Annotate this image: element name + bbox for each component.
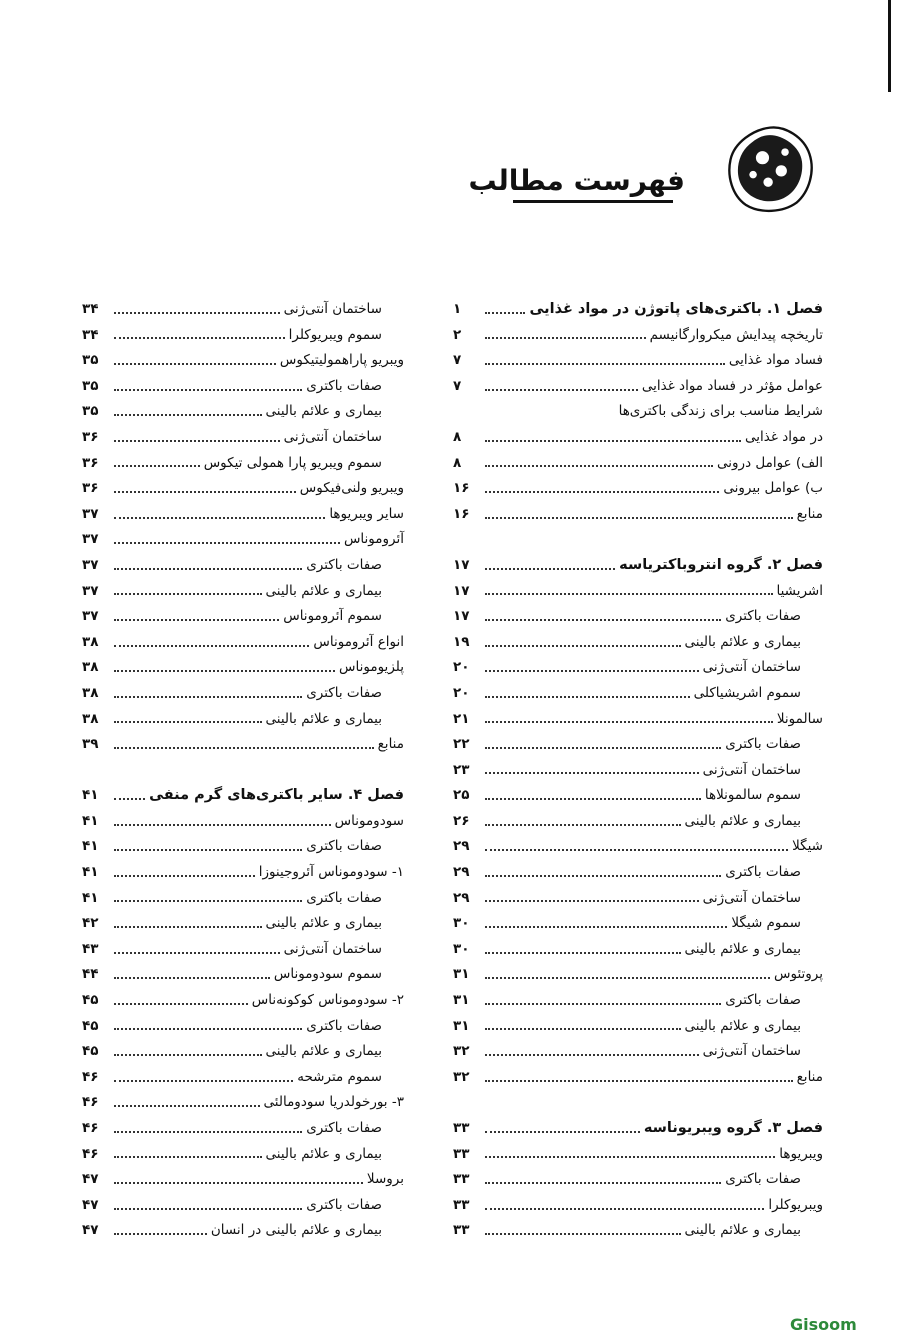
- toc-entry: [453, 476, 823, 502]
- toc-leader-dots: [114, 1054, 262, 1056]
- toc-leader-dots: [485, 465, 713, 467]
- toc-leader-dots: [485, 568, 615, 570]
- toc-spacer: [453, 1090, 823, 1116]
- toc-page-number: ۱۹: [453, 633, 470, 650]
- toc-entry: [82, 604, 404, 630]
- toc-leader-dots: [114, 465, 200, 467]
- toc-entry: [82, 1142, 404, 1168]
- toc-leader-dots: [114, 568, 302, 570]
- toc-entry-title: شرایط مناسب برای زندگی باکتری‌ها: [618, 403, 823, 420]
- toc-page-number: ۴۷: [82, 1222, 99, 1239]
- toc-leader-dots: [114, 337, 285, 339]
- toc-leader-dots: [485, 491, 719, 493]
- toc-page-number: ۲۳: [453, 761, 470, 778]
- toc-entry-title: سموم ویبریو پارا همولی تیکوس: [203, 454, 382, 471]
- toc-leader-dots: [114, 875, 255, 877]
- toc-page-number: ۳۲: [453, 1043, 470, 1060]
- toc-entry: [453, 681, 823, 707]
- toc-leader-dots: [485, 1208, 764, 1210]
- toc-entry: [453, 707, 823, 733]
- toc-entry-title: اشریشیا: [776, 582, 823, 599]
- toc-entry-title: منابع: [377, 736, 404, 753]
- toc-entry-title: بیماری و علائم بالینی: [265, 403, 382, 420]
- toc-column-left: [82, 297, 404, 1244]
- toc-leader-dots: [114, 670, 335, 672]
- toc-entry-title: ۳- بورخولدریا سودومالئی: [263, 1094, 404, 1111]
- toc-leader-dots: [114, 542, 340, 544]
- toc-leader-dots: [114, 440, 280, 442]
- toc-entry-title: ۱- سودوموناس آئروجینوزا: [258, 864, 404, 881]
- toc-entry-title: صفات باکتری: [306, 1017, 382, 1034]
- toc-entry: [82, 1193, 404, 1219]
- toc-entry-title: صفات باکتری: [725, 608, 801, 625]
- toc-entry-title: بیماری و علائم بالینی: [265, 1145, 382, 1162]
- toc-entry-title: سالمونلا: [776, 710, 823, 727]
- toc-leader-dots: [485, 1003, 721, 1005]
- toc-leader-dots: [114, 1131, 302, 1133]
- toc-leader-dots: [485, 696, 690, 698]
- toc-entry-title: سموم ویبریوکلرا: [288, 326, 382, 343]
- toc-page-number: ۴۶: [82, 1094, 99, 1111]
- gisoom-logo: Gisoom: [790, 1315, 857, 1334]
- toc-entry-title: صفات باکتری: [725, 992, 801, 1009]
- toc-entry-title: ب) عوامل بیرونی: [723, 480, 823, 497]
- toc-entry: [453, 1193, 823, 1219]
- toc-entry-title: ساختمان آنتی‌ژنی: [702, 889, 801, 906]
- toc-entry-title: صفات باکتری: [306, 377, 382, 394]
- page-edge-line: [888, 0, 891, 92]
- toc-entry: [453, 323, 823, 349]
- toc-entry: [82, 348, 404, 374]
- toc-entry: [453, 374, 823, 400]
- toc-leader-dots: [485, 1131, 640, 1133]
- toc-entry: [453, 732, 823, 758]
- toc-page-number: ۴۷: [82, 1196, 99, 1213]
- toc-page-number: ۴۵: [82, 1017, 99, 1034]
- toc-leader-dots: [485, 721, 773, 723]
- toc-leader-dots: [485, 389, 638, 391]
- toc-entry-title: ویبریو پاراهمولیتیکوس: [279, 352, 404, 369]
- toc-page-number: ۲۰: [453, 684, 470, 701]
- bacteria-emblem-icon: [723, 122, 817, 216]
- toc-entry: [453, 962, 823, 988]
- toc-entry-title: صفات باکتری: [306, 1196, 382, 1213]
- toc-page-number: ۴۱: [82, 864, 99, 881]
- toc-leader-dots: [485, 952, 681, 954]
- toc-entry: [82, 732, 404, 758]
- toc-page-number: ۳۸: [82, 684, 99, 701]
- toc-page-number: ۳۶: [82, 480, 99, 497]
- toc-entry-title: فصل ۳. گروه ویبریوناسه: [643, 1120, 823, 1136]
- toc-entry: [453, 348, 823, 374]
- toc-entry: [82, 834, 404, 860]
- toc-entry: [82, 1014, 404, 1040]
- toc-page-number: ۴۴: [82, 966, 99, 983]
- toc-page-number: ۳۸: [82, 633, 99, 650]
- toc-leader-dots: [114, 952, 280, 954]
- toc-entry: [82, 1116, 404, 1142]
- toc-entry-title: صفات باکتری: [725, 736, 801, 753]
- toc-page-number: ۳۷: [82, 556, 99, 573]
- toc-entry-title: فصل ۱. باکتری‌های پاتوژن در مواد غذایی: [529, 301, 823, 317]
- toc-page-number: ۳۸: [82, 710, 99, 727]
- toc-spacer: [453, 527, 823, 553]
- toc-leader-dots: [114, 1233, 207, 1235]
- toc-leader-dots: [114, 926, 262, 928]
- toc-leader-dots: [114, 389, 302, 391]
- toc-page-number: ۳۶: [82, 454, 99, 471]
- toc-entry: [453, 758, 823, 784]
- toc-leader-dots: [114, 1105, 260, 1107]
- toc-spacer: [82, 758, 404, 784]
- toc-page-number: ۷: [453, 377, 462, 394]
- toc-entry-title: ساختمان آنتی‌ژنی: [702, 761, 801, 778]
- toc-page-number: ۳۵: [82, 403, 99, 420]
- toc-page-number: ۳۷: [82, 582, 99, 599]
- toc-page-number: ۱۷: [453, 608, 470, 625]
- toc-leader-dots: [114, 798, 145, 800]
- toc-leader-dots: [114, 696, 302, 698]
- toc-entry: [453, 860, 823, 886]
- toc-entry: [82, 553, 404, 579]
- toc-page-number: ۴۵: [82, 1043, 99, 1060]
- toc-entry: [82, 374, 404, 400]
- toc-page-number: ۴۶: [82, 1145, 99, 1162]
- toc-page-number: ۸: [453, 428, 462, 445]
- toc-entry: [82, 1167, 404, 1193]
- toc-entry: [82, 425, 404, 451]
- toc-entry: [453, 451, 823, 477]
- toc-entry-title: صفات باکتری: [306, 556, 382, 573]
- toc-page-number: ۴۷: [82, 1171, 99, 1188]
- toc-entry: [453, 579, 823, 605]
- toc-entry-title: بیماری و علائم بالینی: [684, 633, 801, 650]
- toc-page-number: ۲۶: [453, 812, 470, 829]
- toc-leader-dots: [114, 1156, 262, 1158]
- toc-entry: [82, 1039, 404, 1065]
- toc-leader-dots: [485, 670, 699, 672]
- toc-page-number: ۸: [453, 454, 462, 471]
- toc-leader-dots: [485, 1054, 699, 1056]
- toc-entry: [82, 527, 404, 553]
- toc-leader-dots: [114, 645, 309, 647]
- toc-entry: [453, 399, 823, 425]
- toc-page-number: ۳۷: [82, 531, 99, 548]
- toc-entry: [453, 988, 823, 1014]
- toc-entry-title: ساختمان آنتی‌ژنی: [702, 659, 801, 676]
- toc-page-number: ۴۶: [82, 1120, 99, 1136]
- toc-leader-dots: [485, 875, 721, 877]
- toc-leader-dots: [114, 593, 262, 595]
- toc-page-number: ۲: [453, 326, 462, 343]
- toc-page-number: ۱۶: [453, 505, 470, 522]
- toc-page-number: ۳۳: [453, 1196, 470, 1213]
- toc-leader-dots: [485, 593, 773, 595]
- toc-entry: [453, 425, 823, 451]
- toc-entry: [453, 1014, 823, 1040]
- toc-entry-title: بیماری و علائم بالینی: [265, 582, 382, 599]
- toc-entry-title: الف) عوامل درونی: [717, 454, 823, 471]
- toc-entry: [453, 655, 823, 681]
- toc-entry-title: سموم اشریشیاکلی: [693, 684, 801, 701]
- toc-entry: [453, 1065, 823, 1091]
- toc-leader-dots: [485, 1233, 681, 1235]
- toc-entry-title: آئروموناس: [343, 531, 404, 548]
- toc-entry-title: شیگلا: [792, 838, 823, 855]
- toc-entry-title: سایر ویبریوها: [329, 505, 404, 522]
- toc-page-number: ۳۳: [453, 1222, 470, 1239]
- toc-entry-title: سموم شیگلا: [731, 915, 801, 932]
- toc-page-number: ۲۹: [453, 864, 470, 881]
- toc-entry: [453, 1167, 823, 1193]
- toc-leader-dots: [485, 1156, 775, 1158]
- toc-entry-title: ویبریوکلرا: [768, 1196, 823, 1213]
- toc-leader-dots: [114, 1182, 363, 1184]
- toc-entry: [453, 502, 823, 528]
- toc-entry: [82, 1218, 404, 1244]
- toc-entry-title: سموم آئروموناس: [283, 608, 382, 625]
- toc-leader-dots: [114, 619, 279, 621]
- toc-page-number: ۴۱: [82, 889, 99, 906]
- toc-entry: [82, 399, 404, 425]
- toc-leader-dots: [485, 798, 701, 800]
- toc-leader-dots: [485, 1182, 721, 1184]
- toc-entry-title: بیماری و علائم بالینی: [265, 1043, 382, 1060]
- toc-entry: [453, 604, 823, 630]
- toc-entry: [82, 1065, 404, 1091]
- toc-leader-dots: [485, 619, 721, 621]
- toc-entry: [453, 1218, 823, 1244]
- page-title: فهرست مطالب: [468, 164, 685, 197]
- toc-entry-title: ساختمان آنتی‌ژنی: [283, 940, 382, 957]
- toc-entry: [453, 783, 823, 809]
- toc-page-number: ۳۰: [453, 915, 470, 932]
- toc-page-number: ۳۴: [82, 326, 99, 343]
- toc-entry-title: تاریخچه پیدایش میکروارگانیسم: [649, 326, 823, 343]
- toc-page-number: ۱۷: [453, 556, 470, 573]
- toc-entry-title: بیماری و علائم بالینی: [265, 710, 382, 727]
- toc-leader-dots: [114, 363, 276, 365]
- toc-leader-dots: [114, 824, 331, 826]
- toc-leader-dots: [114, 977, 270, 979]
- toc-page-number: ۳۳: [453, 1171, 470, 1188]
- toc-entry: [82, 451, 404, 477]
- toc-entry: [82, 988, 404, 1014]
- toc-leader-dots: [485, 747, 721, 749]
- toc-entry-title: بیماری و علائم بالینی در انسان: [210, 1222, 382, 1239]
- toc-entry: [453, 937, 823, 963]
- toc-entry: [82, 502, 404, 528]
- toc-entry: [82, 911, 404, 937]
- toc-page-number: ۳۳: [453, 1145, 470, 1162]
- toc-entry: [82, 579, 404, 605]
- toc-entry-title: فساد مواد غذایی: [728, 352, 823, 369]
- toc-page-number: ۲۱: [453, 710, 470, 727]
- toc-leader-dots: [114, 849, 302, 851]
- toc-page-number: ۳۰: [453, 940, 470, 957]
- toc-page-number: ۳۵: [82, 352, 99, 369]
- toc-page-number: ۷: [453, 352, 462, 369]
- toc-page-number: ۳۶: [82, 428, 99, 445]
- toc-page-number: ۴۱: [82, 812, 99, 829]
- toc-entry: [82, 1090, 404, 1116]
- toc-leader-dots: [485, 312, 525, 314]
- toc-page-number: ۳۷: [82, 608, 99, 625]
- toc-page-number: ۱: [453, 301, 462, 317]
- toc-entry: [453, 911, 823, 937]
- toc-entry: [82, 962, 404, 988]
- toc-leader-dots: [114, 312, 280, 314]
- toc-leader-dots: [114, 747, 374, 749]
- toc-entry: [82, 476, 404, 502]
- toc-entry-title: صفات باکتری: [306, 889, 382, 906]
- toc-entry: [453, 886, 823, 912]
- toc-page-number: ۲۰: [453, 659, 470, 676]
- toc-leader-dots: [485, 772, 699, 774]
- toc-leader-dots: [114, 1028, 302, 1030]
- toc-leader-dots: [485, 440, 741, 442]
- toc-entry: [82, 886, 404, 912]
- toc-header: [468, 112, 825, 232]
- toc-page-number: ۲۹: [453, 889, 470, 906]
- toc-leader-dots: [485, 645, 681, 647]
- toc-leader-dots: [114, 1208, 302, 1210]
- toc-leader-dots: [485, 824, 681, 826]
- toc-page-number: ۳۲: [453, 1068, 470, 1085]
- toc-entry: [82, 860, 404, 886]
- toc-page-number: ۳۷: [82, 505, 99, 522]
- toc-entry-title: ساختمان آنتی‌ژنی: [283, 428, 382, 445]
- toc-entry: [453, 809, 823, 835]
- toc-page-number: ۳۵: [82, 377, 99, 394]
- toc-entry-title: فصل ۲. گروه انتروباکتریاسه: [619, 556, 823, 573]
- toc-page-number: ۳۸: [82, 659, 99, 676]
- toc-leader-dots: [114, 900, 302, 902]
- toc-page-number: ۲۲: [453, 736, 470, 753]
- toc-leader-dots: [485, 1028, 681, 1030]
- toc-chapter-heading: [453, 1116, 823, 1142]
- toc-leader-dots: [114, 491, 296, 493]
- toc-chapter-heading: [453, 553, 823, 579]
- toc-entry: [453, 1142, 823, 1168]
- toc-leader-dots: [485, 849, 788, 851]
- toc-entry-title: ساختمان آنتی‌ژنی: [283, 301, 382, 317]
- toc-entry-title: فصل ۴. سایر باکتری‌های گرم منفی: [149, 787, 404, 804]
- toc-page-number: ۴۵: [82, 992, 99, 1009]
- toc-leader-dots: [114, 721, 262, 723]
- toc-page-number: ۲۵: [453, 787, 470, 804]
- toc-entry-title: بیماری و علائم بالینی: [265, 915, 382, 932]
- toc-entry-title: صفات باکتری: [725, 864, 801, 881]
- toc-chapter-heading: [82, 783, 404, 809]
- toc-entry-title: پروتئوس: [773, 966, 823, 983]
- toc-leader-dots: [485, 900, 699, 902]
- toc-chapter-heading: [453, 297, 823, 323]
- toc-leader-dots: [114, 1003, 248, 1005]
- toc-leader-dots: [114, 517, 325, 519]
- toc-entry-title: سموم مترشحه: [297, 1068, 382, 1085]
- toc-entry-title: سموم سودوموناس: [273, 966, 382, 983]
- toc-entry-title: صفات باکتری: [306, 838, 382, 855]
- toc-page-number: ۴۳: [82, 940, 99, 957]
- toc-entry-title: ویبریوها: [779, 1145, 823, 1162]
- toc-entry-title: صفات باکتری: [725, 1171, 801, 1188]
- toc-leader-dots: [114, 414, 262, 416]
- toc-leader-dots: [485, 1080, 793, 1082]
- toc-page-number: ۳۳: [453, 1120, 470, 1136]
- toc-entry: [82, 707, 404, 733]
- toc-entry: [82, 297, 404, 323]
- toc-page-number: ۴۶: [82, 1068, 99, 1085]
- toc-entry-title: صفات باکتری: [306, 684, 382, 701]
- toc-entry: [82, 323, 404, 349]
- toc-leader-dots: [485, 517, 793, 519]
- toc-entry-title: بیماری و علائم بالینی: [684, 1222, 801, 1239]
- toc-page-number: ۳۱: [453, 1017, 470, 1034]
- toc-entry: [82, 630, 404, 656]
- toc-entry: [82, 681, 404, 707]
- toc-entry: [82, 937, 404, 963]
- toc-entry: [82, 655, 404, 681]
- toc-entry: [453, 1039, 823, 1065]
- toc-entry-title: سموم سالمونلاها: [704, 787, 801, 804]
- toc-leader-dots: [485, 977, 770, 979]
- toc-entry-title: انواع آئروموناس: [313, 633, 404, 650]
- toc-page-number: ۳۱: [453, 966, 470, 983]
- toc-page-number: ۳۱: [453, 992, 470, 1009]
- toc-entry: [82, 809, 404, 835]
- toc-leader-dots: [114, 1080, 293, 1082]
- toc-entry-title: بروسلا: [366, 1171, 404, 1188]
- toc-entry: [453, 630, 823, 656]
- toc-entry-title: منابع: [796, 1068, 823, 1085]
- toc-page-number: ۳۹: [82, 736, 99, 753]
- toc-leader-dots: [485, 363, 725, 365]
- toc-entry-title: بیماری و علائم بالینی: [684, 812, 801, 829]
- toc-entry-title: بیماری و علائم بالینی: [684, 1017, 801, 1034]
- toc-page-number: ۴۱: [82, 838, 99, 855]
- toc-page-number: ۱۷: [453, 582, 470, 599]
- toc-entry-title: در مواد غذایی: [745, 428, 823, 445]
- toc-entry-title: ۲- سودوموناس کوکونه‌ناس: [251, 992, 404, 1009]
- toc-entry-title: بیماری و علائم بالینی: [684, 940, 801, 957]
- toc-page-number: ۴۲: [82, 915, 99, 932]
- toc-entry-title: سودوموناس: [334, 812, 404, 829]
- toc-page-number: ۴۱: [82, 787, 99, 804]
- toc-entry-title: صفات باکتری: [306, 1120, 382, 1136]
- toc-entry: [453, 834, 823, 860]
- toc-leader-dots: [485, 337, 646, 339]
- toc-leader-dots: [485, 926, 727, 928]
- title-underline: [513, 200, 673, 203]
- toc-entry-title: عوامل مؤثر در فساد مواد غذایی: [641, 377, 823, 394]
- toc-page-number: ۲۹: [453, 838, 470, 855]
- toc-column-right: [453, 297, 823, 1244]
- toc-entry-title: ویبریو ولنی‌فیکوس: [299, 480, 404, 497]
- toc-page-number: ۳۴: [82, 301, 99, 317]
- toc-entry-title: منابع: [796, 505, 823, 522]
- toc-entry-title: ساختمان آنتی‌ژنی: [702, 1043, 801, 1060]
- toc-page-number: ۱۶: [453, 480, 470, 497]
- toc-entry-title: پلزیوموناس: [339, 659, 404, 676]
